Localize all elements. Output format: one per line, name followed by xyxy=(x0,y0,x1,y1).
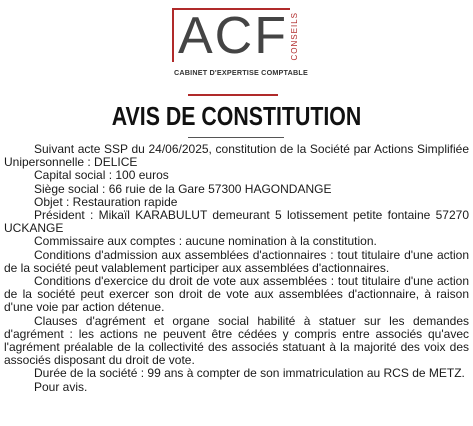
paragraph-approval: Clauses d'agrément et organe social habilité à statuer sur les demandes d'agrément : les actions ne peuvent être cédées y compris entre associés qu'avec l'agrément préalable de la collectivité des associés statuant à la majorité des voix des associés disposant du droit de vote. xyxy=(4,313,469,368)
paragraph-purpose: Objet : Restauration rapide xyxy=(34,194,178,209)
paragraph-closing: Pour avis. xyxy=(34,379,88,394)
paragraph-auditor: Commissaire aux comptes : aucune nomination à la constitution. xyxy=(34,234,377,249)
logo-subtitle: CABINET D'EXPERTISE COMPTABLE xyxy=(174,68,308,77)
logo-letters: ACF xyxy=(178,7,288,65)
notice-body xyxy=(4,143,469,394)
logo-side-text: CONSEILS xyxy=(290,12,299,61)
red-divider xyxy=(188,94,278,96)
title-underline xyxy=(188,137,284,138)
acf-logo xyxy=(172,7,308,80)
notice-title: AVIS DE CONSTITUTION xyxy=(111,101,362,131)
paragraph-voting: Conditions d'exercice du droit de vote aux assemblées : tout titulaire d'une action de la société peut exercer son droit de vote aux assemblées d'actionnaire, à raison d'une voie par action détenue. xyxy=(4,274,469,315)
paragraph-admission: Conditions d'admission aux assemblées d'actionnaires : tout titulaire d'une action de la société peut valablement participer aux assemblées d'actionnaires. xyxy=(4,247,469,275)
paragraph-capital: Capital social : 100 euros xyxy=(34,168,169,183)
paragraph-head-office: Siège social : 66 ruie de la Gare 57300 HAGONDANGE xyxy=(34,181,332,196)
paragraph-president: Président : Mikaïl KARABULUT demeurant 5 lotissement petite fontaine 57270 UCKANGE xyxy=(4,208,469,236)
paragraph-duration: Durée de la société : 99 ans à compter de son immatriculation au RCS de METZ. xyxy=(34,366,465,381)
paragraph-deed: Suivant acte SSP du 24/06/2025, constitution de la Société par Actions Simplifiée Unipersonnelle : DELICE xyxy=(4,142,469,170)
